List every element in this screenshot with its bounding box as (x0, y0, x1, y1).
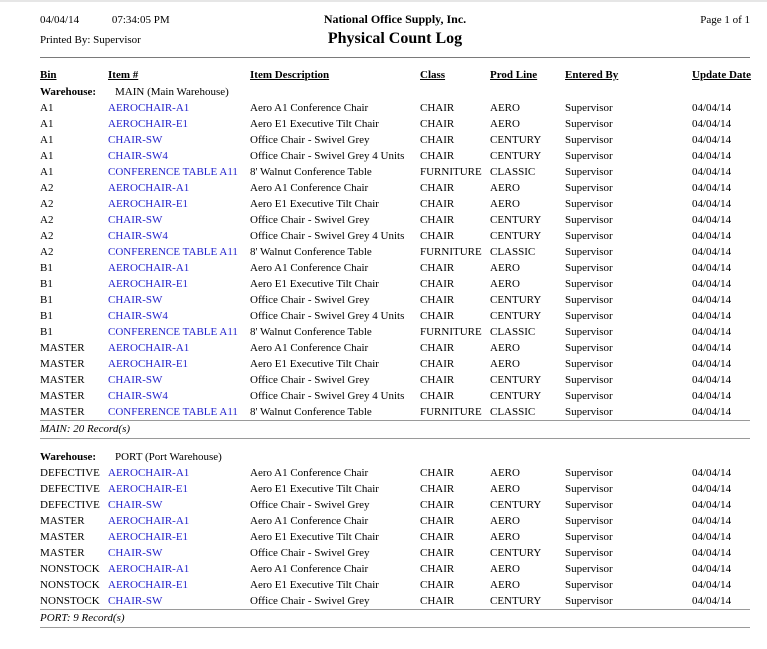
page-header (40, 12, 750, 48)
cell-item-description: Aero A1 Conference Chair (250, 563, 369, 575)
report-page (0, 2, 767, 638)
cell-class: CHAIR (420, 150, 455, 162)
cell-prod-line: CLASSIC (490, 326, 536, 338)
group-spacer (40, 628, 750, 639)
cell-update-date: 04/04/14 (692, 563, 732, 575)
item-number-link[interactable]: CHAIR-SW (108, 374, 163, 386)
cell-bin: NONSTOCK (40, 579, 100, 591)
item-row (40, 561, 750, 577)
cell-update-date: 04/04/14 (692, 198, 732, 210)
cell-item-number (108, 465, 250, 481)
cell-prod-line: AERO (490, 198, 520, 210)
cell-item-description: Office Chair - Swivel Grey (250, 499, 370, 511)
cell-bin: DEFECTIVE (40, 483, 100, 495)
cell-item-description: Aero E1 Executive Tilt Chair (250, 579, 379, 591)
item-number-link[interactable]: AEROCHAIR-E1 (108, 278, 189, 290)
cell-entered-by: Supervisor (565, 166, 613, 178)
cell-item-description: Aero E1 Executive Tilt Chair (250, 118, 379, 130)
cell-class: CHAIR (420, 579, 455, 591)
cell-class: CHAIR (420, 262, 455, 274)
cell-update-date: 04/04/14 (692, 515, 732, 527)
item-number-link[interactable]: CHAIR-SW4 (108, 390, 168, 402)
company-name: National Office Supply, Inc. (323, 12, 467, 26)
warehouse-name: PORT (Port Warehouse) (115, 451, 222, 463)
item-row (40, 132, 750, 148)
cell-prod-line: CENTURY (490, 374, 542, 386)
warehouse-group-row (40, 449, 750, 465)
cell-bin: A2 (40, 182, 54, 194)
cell-bin: MASTER (40, 374, 85, 386)
item-number-link[interactable]: AEROCHAIR-A1 (108, 342, 190, 354)
group-record-count: PORT: 9 Record(s) (40, 610, 750, 628)
cell-item-description: Office Chair - Swivel Grey (250, 214, 370, 226)
group-spacer-cell (40, 628, 750, 639)
item-number-link[interactable]: CONFERENCE TABLE A11 (108, 166, 238, 178)
cell-entered-by: Supervisor (565, 499, 613, 511)
cell-update-date: 04/04/14 (692, 483, 732, 495)
cell-item-number (108, 356, 250, 372)
cell-item-number (108, 388, 250, 404)
cell-item-description: Aero A1 Conference Chair (250, 342, 369, 354)
item-number-link[interactable]: CHAIR-SW4 (108, 230, 168, 242)
cell-entered-by: Supervisor (565, 467, 613, 479)
cell-entered-by: Supervisor (565, 406, 613, 418)
cell-bin: A2 (40, 198, 54, 210)
cell-prod-line: CENTURY (490, 499, 542, 511)
item-number-link[interactable]: AEROCHAIR-A1 (108, 262, 190, 274)
item-row (40, 308, 750, 324)
cell-bin: A1 (40, 102, 54, 114)
cell-item-number (108, 340, 250, 356)
cell-update-date: 04/04/14 (692, 262, 732, 274)
cell-prod-line: AERO (490, 467, 520, 479)
cell-entered-by: Supervisor (565, 134, 613, 146)
column-header-entered-by: Entered By (565, 69, 619, 81)
cell-item-number (108, 513, 250, 529)
header-row-1 (40, 12, 750, 27)
cell-bin: B1 (40, 294, 53, 306)
item-number-link[interactable]: AEROCHAIR-E1 (108, 358, 189, 370)
cell-class: FURNITURE (420, 406, 482, 418)
cell-class: FURNITURE (420, 166, 482, 178)
cell-item-number (108, 324, 250, 340)
cell-update-date: 04/04/14 (692, 326, 732, 338)
column-header-item-number: Item # (108, 69, 139, 81)
cell-prod-line: CENTURY (490, 310, 542, 322)
cell-item-number (108, 100, 250, 116)
cell-bin: MASTER (40, 406, 85, 418)
cell-item-description: 8' Walnut Conference Table (250, 166, 372, 178)
cell-item-description: Aero E1 Executive Tilt Chair (250, 278, 379, 290)
cell-class: CHAIR (420, 102, 455, 114)
cell-item-number (108, 276, 250, 292)
cell-item-number (108, 292, 250, 308)
cell-item-number (108, 561, 250, 577)
cell-item-description: Office Chair - Swivel Grey (250, 294, 370, 306)
cell-item-number (108, 308, 250, 324)
cell-bin: A1 (40, 166, 54, 178)
cell-prod-line: AERO (490, 483, 520, 495)
item-row (40, 292, 750, 308)
cell-prod-line: AERO (490, 342, 520, 354)
cell-class: CHAIR (420, 118, 455, 130)
cell-class: CHAIR (420, 198, 455, 210)
cell-entered-by: Supervisor (565, 278, 613, 290)
cell-update-date: 04/04/14 (692, 182, 732, 194)
date-time-group (40, 14, 170, 26)
cell-item-number (108, 116, 250, 132)
item-number-link[interactable]: CHAIR-SW (108, 595, 163, 607)
item-number-link[interactable]: AEROCHAIR-E1 (108, 483, 189, 495)
cell-update-date: 04/04/14 (692, 246, 732, 258)
item-row (40, 244, 750, 260)
item-row (40, 228, 750, 244)
cell-bin: A1 (40, 118, 54, 130)
warehouse-label: Warehouse: (40, 86, 97, 98)
item-number-link[interactable]: AEROCHAIR-A1 (108, 467, 190, 479)
cell-class: FURNITURE (420, 246, 482, 258)
cell-item-description: Office Chair - Swivel Grey 4 Units (250, 310, 405, 322)
cell-bin: MASTER (40, 390, 85, 402)
cell-class: CHAIR (420, 467, 455, 479)
cell-prod-line: AERO (490, 358, 520, 370)
item-number-link[interactable]: CONFERENCE TABLE A11 (108, 406, 238, 418)
item-number-link[interactable]: AEROCHAIR-A1 (108, 563, 190, 575)
item-number-link[interactable]: CONFERENCE TABLE A11 (108, 326, 238, 338)
item-row (40, 545, 750, 561)
item-number-link[interactable]: CHAIR-SW (108, 499, 163, 511)
cell-update-date: 04/04/14 (692, 406, 732, 418)
cell-update-date: 04/04/14 (692, 310, 732, 322)
cell-class: CHAIR (420, 342, 455, 354)
cell-item-number (108, 180, 250, 196)
cell-prod-line: CENTURY (490, 150, 542, 162)
cell-update-date: 04/04/14 (692, 134, 732, 146)
item-number-link[interactable]: CHAIR-SW (108, 134, 163, 146)
cell-update-date: 04/04/14 (692, 278, 732, 290)
item-row (40, 513, 750, 529)
group-footer-row (40, 421, 750, 439)
warehouse-name: MAIN (Main Warehouse) (115, 86, 229, 98)
cell-prod-line: CLASSIC (490, 246, 536, 258)
cell-class: CHAIR (420, 294, 455, 306)
header-row-2 (40, 27, 750, 48)
cell-class: CHAIR (420, 182, 455, 194)
item-row (40, 593, 750, 610)
cell-update-date: 04/04/14 (692, 102, 732, 114)
cell-entered-by: Supervisor (565, 547, 613, 559)
cell-update-date: 04/04/14 (692, 118, 732, 130)
cell-prod-line: CENTURY (490, 294, 542, 306)
cell-class: CHAIR (420, 214, 455, 226)
cell-prod-line: AERO (490, 531, 520, 543)
item-row (40, 340, 750, 356)
cell-item-description: Office Chair - Swivel Grey 4 Units (250, 150, 405, 162)
cell-entered-by: Supervisor (565, 531, 613, 543)
printed-by: Printed By: Supervisor (40, 34, 141, 46)
cell-prod-line: AERO (490, 102, 520, 114)
item-row (40, 388, 750, 404)
cell-item-description: Aero E1 Executive Tilt Chair (250, 531, 379, 543)
cell-entered-by: Supervisor (565, 118, 613, 130)
cell-bin: MASTER (40, 342, 85, 354)
cell-item-number (108, 577, 250, 593)
cell-bin: NONSTOCK (40, 595, 100, 607)
cell-prod-line: AERO (490, 563, 520, 575)
cell-bin: DEFECTIVE (40, 499, 100, 511)
cell-item-number (108, 404, 250, 421)
cell-class: CHAIR (420, 547, 455, 559)
item-row (40, 196, 750, 212)
cell-class: CHAIR (420, 595, 455, 607)
cell-item-description: 8' Walnut Conference Table (250, 406, 372, 418)
cell-bin: B1 (40, 326, 53, 338)
cell-item-number (108, 212, 250, 228)
cell-entered-by: Supervisor (565, 262, 613, 274)
cell-bin: B1 (40, 262, 53, 274)
report-time: 07:34:05 PM (111, 14, 170, 26)
item-number-link[interactable]: AEROCHAIR-A1 (108, 515, 190, 527)
cell-item-number (108, 481, 250, 497)
cell-update-date: 04/04/14 (692, 467, 732, 479)
item-number-link[interactable]: CHAIR-SW4 (108, 150, 168, 162)
cell-prod-line: AERO (490, 182, 520, 194)
report-table (40, 58, 750, 638)
cell-bin: MASTER (40, 515, 85, 527)
cell-prod-line: CENTURY (490, 214, 542, 226)
cell-update-date: 04/04/14 (692, 342, 732, 354)
cell-entered-by: Supervisor (565, 230, 613, 242)
cell-entered-by: Supervisor (565, 483, 613, 495)
item-row (40, 276, 750, 292)
cell-class: CHAIR (420, 358, 455, 370)
column-header-prod-line: Prod Line (490, 69, 538, 81)
cell-update-date: 04/04/14 (692, 358, 732, 370)
cell-prod-line: CENTURY (490, 595, 542, 607)
cell-prod-line: CENTURY (490, 230, 542, 242)
cell-class: CHAIR (420, 515, 455, 527)
cell-item-description: Office Chair - Swivel Grey (250, 134, 370, 146)
cell-item-description: Aero A1 Conference Chair (250, 102, 369, 114)
item-row (40, 212, 750, 228)
cell-update-date: 04/04/14 (692, 595, 732, 607)
cell-bin: DEFECTIVE (40, 467, 100, 479)
item-row (40, 148, 750, 164)
cell-class: CHAIR (420, 310, 455, 322)
cell-bin: MASTER (40, 358, 85, 370)
cell-bin: A2 (40, 230, 54, 242)
cell-prod-line: CENTURY (490, 134, 542, 146)
item-number-link[interactable]: AEROCHAIR-E1 (108, 118, 189, 130)
cell-item-description: Office Chair - Swivel Grey (250, 547, 370, 559)
cell-update-date: 04/04/14 (692, 390, 732, 402)
cell-class: CHAIR (420, 278, 455, 290)
cell-item-description: Office Chair - Swivel Grey 4 Units (250, 230, 405, 242)
cell-update-date: 04/04/14 (692, 374, 732, 386)
cell-prod-line: AERO (490, 278, 520, 290)
warehouse-group-row (40, 84, 750, 100)
cell-class: CHAIR (420, 531, 455, 543)
item-row (40, 529, 750, 545)
cell-class: CHAIR (420, 563, 455, 575)
cell-item-description: Office Chair - Swivel Grey (250, 374, 370, 386)
cell-item-description: Aero E1 Executive Tilt Chair (250, 483, 379, 495)
cell-prod-line: AERO (490, 515, 520, 527)
cell-item-number (108, 148, 250, 164)
group-spacer (40, 439, 750, 450)
item-row (40, 404, 750, 421)
item-number-link[interactable]: CHAIR-SW (108, 547, 163, 559)
cell-entered-by: Supervisor (565, 326, 613, 338)
cell-item-number (108, 132, 250, 148)
cell-update-date: 04/04/14 (692, 214, 732, 226)
cell-item-description: Aero E1 Executive Tilt Chair (250, 198, 379, 210)
cell-item-number (108, 545, 250, 561)
group-record-count: MAIN: 20 Record(s) (40, 421, 750, 439)
item-row (40, 465, 750, 481)
item-row (40, 116, 750, 132)
column-header-class: Class (420, 69, 446, 81)
cell-entered-by: Supervisor (565, 342, 613, 354)
cell-item-number (108, 164, 250, 180)
cell-update-date: 04/04/14 (692, 499, 732, 511)
cell-item-description: Office Chair - Swivel Grey (250, 595, 370, 607)
item-number-link[interactable]: CHAIR-SW (108, 214, 163, 226)
item-row (40, 164, 750, 180)
cell-entered-by: Supervisor (565, 182, 613, 194)
cell-update-date: 04/04/14 (692, 531, 732, 543)
cell-class: CHAIR (420, 230, 455, 242)
item-number-link[interactable]: AEROCHAIR-A1 (108, 102, 190, 114)
cell-item-description: Aero A1 Conference Chair (250, 467, 369, 479)
cell-item-number (108, 196, 250, 212)
cell-bin: B1 (40, 310, 53, 322)
cell-entered-by: Supervisor (565, 294, 613, 306)
item-row (40, 577, 750, 593)
cell-item-description: 8' Walnut Conference Table (250, 326, 372, 338)
cell-entered-by: Supervisor (565, 579, 613, 591)
cell-entered-by: Supervisor (565, 198, 613, 210)
cell-class: CHAIR (420, 390, 455, 402)
item-row (40, 260, 750, 276)
column-header-row (40, 58, 750, 84)
cell-entered-by: Supervisor (565, 390, 613, 402)
cell-bin: B1 (40, 278, 53, 290)
cell-item-description: Aero E1 Executive Tilt Chair (250, 358, 379, 370)
item-row (40, 180, 750, 196)
cell-bin: MASTER (40, 531, 85, 543)
cell-item-description: Aero A1 Conference Chair (250, 515, 369, 527)
cell-update-date: 04/04/14 (692, 166, 732, 178)
cell-item-number (108, 593, 250, 610)
cell-update-date: 04/04/14 (692, 579, 732, 591)
cell-entered-by: Supervisor (565, 515, 613, 527)
cell-class: CHAIR (420, 483, 455, 495)
group-footer-row (40, 610, 750, 628)
cell-prod-line: AERO (490, 262, 520, 274)
cell-entered-by: Supervisor (565, 310, 613, 322)
cell-item-description: Aero A1 Conference Chair (250, 182, 369, 194)
cell-prod-line: CENTURY (490, 390, 542, 402)
cell-bin: NONSTOCK (40, 563, 100, 575)
item-number-link[interactable]: AEROCHAIR-E1 (108, 531, 189, 543)
cell-item-number (108, 497, 250, 513)
cell-item-description: Office Chair - Swivel Grey 4 Units (250, 390, 405, 402)
item-number-link[interactable]: CHAIR-SW (108, 294, 163, 306)
cell-class: CHAIR (420, 499, 455, 511)
cell-entered-by: Supervisor (565, 563, 613, 575)
item-row (40, 356, 750, 372)
item-row (40, 481, 750, 497)
cell-class: CHAIR (420, 134, 455, 146)
cell-entered-by: Supervisor (565, 358, 613, 370)
cell-item-description: 8' Walnut Conference Table (250, 246, 372, 258)
cell-update-date: 04/04/14 (692, 150, 732, 162)
cell-prod-line: CLASSIC (490, 166, 536, 178)
cell-entered-by: Supervisor (565, 246, 613, 258)
cell-bin: A2 (40, 246, 54, 258)
report-date: 04/04/14 (40, 14, 80, 26)
warehouse-label: Warehouse: (40, 451, 97, 463)
cell-update-date: 04/04/14 (692, 294, 732, 306)
item-row (40, 100, 750, 116)
cell-entered-by: Supervisor (565, 374, 613, 386)
item-row (40, 497, 750, 513)
item-row (40, 372, 750, 388)
item-number-link[interactable]: AEROCHAIR-A1 (108, 182, 190, 194)
report-title: Physical Count Log (327, 30, 463, 47)
page-number: Page 1 of 1 (700, 14, 750, 26)
cell-prod-line: CENTURY (490, 547, 542, 559)
cell-class: CHAIR (420, 374, 455, 386)
item-number-link[interactable]: AEROCHAIR-E1 (108, 579, 189, 591)
cell-prod-line: AERO (490, 579, 520, 591)
cell-item-number (108, 529, 250, 545)
cell-entered-by: Supervisor (565, 102, 613, 114)
cell-entered-by: Supervisor (565, 595, 613, 607)
cell-item-number (108, 244, 250, 260)
column-header-bin: Bin (40, 69, 57, 81)
cell-bin: A2 (40, 214, 54, 226)
cell-item-number (108, 228, 250, 244)
cell-bin: A1 (40, 134, 54, 146)
cell-entered-by: Supervisor (565, 214, 613, 226)
cell-item-number (108, 372, 250, 388)
item-row (40, 324, 750, 340)
cell-prod-line: AERO (490, 118, 520, 130)
group-spacer-cell (40, 439, 750, 450)
item-number-link[interactable]: CONFERENCE TABLE A11 (108, 246, 238, 258)
report-table-body (40, 84, 750, 638)
cell-item-description: Aero A1 Conference Chair (250, 262, 369, 274)
column-header-item-description: Item Description (250, 69, 330, 81)
cell-class: FURNITURE (420, 326, 482, 338)
cell-item-number (108, 260, 250, 276)
cell-bin: MASTER (40, 547, 85, 559)
cell-update-date: 04/04/14 (692, 547, 732, 559)
cell-prod-line: CLASSIC (490, 406, 536, 418)
cell-update-date: 04/04/14 (692, 230, 732, 242)
item-number-link[interactable]: AEROCHAIR-E1 (108, 198, 189, 210)
cell-bin: A1 (40, 150, 54, 162)
cell-entered-by: Supervisor (565, 150, 613, 162)
column-header-update-date: Update Date (692, 69, 751, 81)
item-number-link[interactable]: CHAIR-SW4 (108, 310, 168, 322)
